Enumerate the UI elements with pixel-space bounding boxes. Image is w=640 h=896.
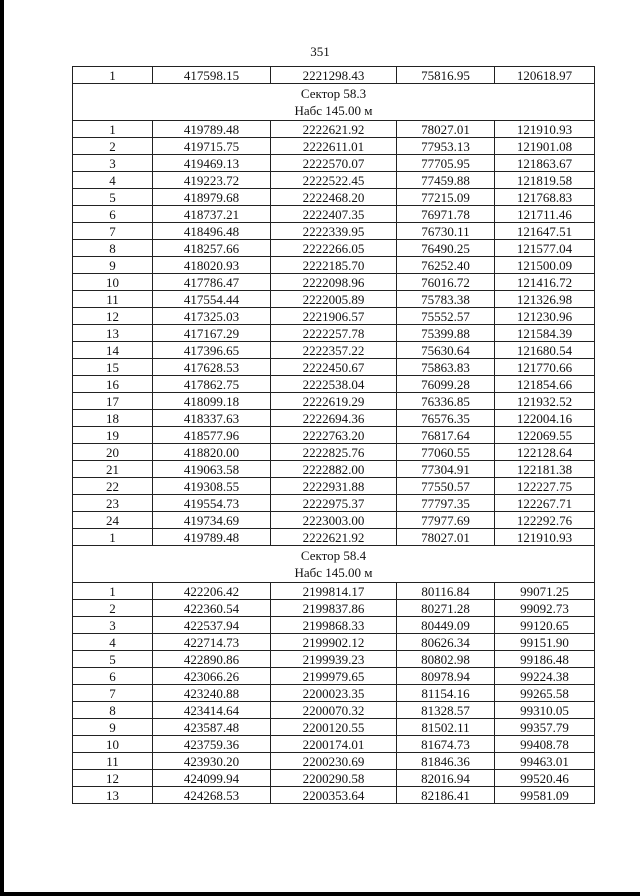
point-number-cell: 11 bbox=[73, 753, 153, 770]
table-row bbox=[73, 121, 595, 138]
table-row bbox=[73, 600, 595, 617]
local-x-cell: 82016.94 bbox=[397, 770, 495, 787]
point-number-cell: 18 bbox=[73, 410, 153, 427]
point-number-cell: 9 bbox=[73, 257, 153, 274]
local-x-cell: 77550.57 bbox=[397, 478, 495, 495]
coord-y-cell: 2221906.57 bbox=[271, 308, 397, 325]
point-number-cell: 15 bbox=[73, 359, 153, 376]
table-row bbox=[73, 376, 595, 393]
local-x-cell: 77215.09 bbox=[397, 189, 495, 206]
coord-y-cell: 2222538.04 bbox=[271, 376, 397, 393]
coord-y-cell: 2222763.20 bbox=[271, 427, 397, 444]
local-x-cell: 81846.36 bbox=[397, 753, 495, 770]
point-number-cell: 6 bbox=[73, 668, 153, 685]
local-y-cell: 99186.48 bbox=[495, 651, 595, 668]
point-number-cell: 9 bbox=[73, 719, 153, 736]
local-x-cell: 78027.01 bbox=[397, 121, 495, 138]
coord-y-cell: 2222621.92 bbox=[271, 121, 397, 138]
table-row bbox=[73, 291, 595, 308]
coord-y-cell: 2222522.45 bbox=[271, 172, 397, 189]
coord-x-cell: 417396.65 bbox=[153, 342, 271, 359]
coord-x-cell: 417786.47 bbox=[153, 274, 271, 291]
coord-y-cell: 2222825.76 bbox=[271, 444, 397, 461]
section-title: Сектор 58.4 bbox=[300, 548, 367, 563]
table-row bbox=[73, 512, 595, 529]
coord-x-cell: 423066.26 bbox=[153, 668, 271, 685]
page-number: 351 bbox=[310, 44, 330, 59]
point-number-cell: 1 bbox=[73, 67, 153, 84]
table-row bbox=[73, 325, 595, 342]
coord-y-cell: 2222185.70 bbox=[271, 257, 397, 274]
local-x-cell: 80116.84 bbox=[397, 583, 495, 600]
table-row bbox=[73, 736, 595, 753]
local-x-cell: 77953.13 bbox=[397, 138, 495, 155]
coord-x-cell: 424099.94 bbox=[153, 770, 271, 787]
point-number-cell: 20 bbox=[73, 444, 153, 461]
coord-x-cell: 423240.88 bbox=[153, 685, 271, 702]
local-x-cell: 77977.69 bbox=[397, 512, 495, 529]
point-number-cell: 23 bbox=[73, 495, 153, 512]
scan-edge-bottom bbox=[0, 892, 640, 896]
local-x-cell: 77705.95 bbox=[397, 155, 495, 172]
local-y-cell: 121230.96 bbox=[495, 308, 595, 325]
local-y-cell: 121901.08 bbox=[495, 138, 595, 155]
table-row bbox=[73, 651, 595, 668]
table-row bbox=[73, 427, 595, 444]
coord-x-cell: 422890.86 bbox=[153, 651, 271, 668]
table-row bbox=[73, 617, 595, 634]
table-row bbox=[73, 257, 595, 274]
point-number-cell: 22 bbox=[73, 478, 153, 495]
coord-x-cell: 418257.66 bbox=[153, 240, 271, 257]
coord-y-cell: 2222621.92 bbox=[271, 529, 397, 546]
local-y-cell: 121910.93 bbox=[495, 121, 595, 138]
point-number-cell: 24 bbox=[73, 512, 153, 529]
point-number-cell: 2 bbox=[73, 600, 153, 617]
local-y-cell: 121577.04 bbox=[495, 240, 595, 257]
table-row bbox=[73, 359, 595, 376]
local-x-cell: 76971.78 bbox=[397, 206, 495, 223]
coord-y-cell: 2199902.12 bbox=[271, 634, 397, 651]
coord-x-cell: 417325.03 bbox=[153, 308, 271, 325]
local-y-cell: 99581.09 bbox=[495, 787, 595, 804]
coord-y-cell: 2199939.23 bbox=[271, 651, 397, 668]
coord-x-cell: 419554.73 bbox=[153, 495, 271, 512]
table-row bbox=[73, 444, 595, 461]
local-y-cell: 99408.78 bbox=[495, 736, 595, 753]
local-x-cell: 76490.25 bbox=[397, 240, 495, 257]
coord-x-cell: 419789.48 bbox=[153, 529, 271, 546]
table-row bbox=[73, 189, 595, 206]
table-row bbox=[73, 668, 595, 685]
local-y-cell: 122004.16 bbox=[495, 410, 595, 427]
coord-x-cell: 419223.72 bbox=[153, 172, 271, 189]
coord-x-cell: 417598.15 bbox=[153, 67, 271, 84]
local-x-cell: 76099.28 bbox=[397, 376, 495, 393]
table-row bbox=[73, 223, 595, 240]
coord-x-cell: 419308.55 bbox=[153, 478, 271, 495]
local-y-cell: 121819.58 bbox=[495, 172, 595, 189]
table-row bbox=[73, 67, 595, 84]
local-y-cell: 121326.98 bbox=[495, 291, 595, 308]
local-y-cell: 121770.66 bbox=[495, 359, 595, 376]
coord-x-cell: 419734.69 bbox=[153, 512, 271, 529]
local-y-cell: 122069.55 bbox=[495, 427, 595, 444]
point-number-cell: 3 bbox=[73, 155, 153, 172]
local-y-cell: 121863.67 bbox=[495, 155, 595, 172]
coord-y-cell: 2221298.43 bbox=[271, 67, 397, 84]
coord-y-cell: 2199979.65 bbox=[271, 668, 397, 685]
coord-y-cell: 2222257.78 bbox=[271, 325, 397, 342]
coord-y-cell: 2200290.58 bbox=[271, 770, 397, 787]
local-x-cell: 80626.34 bbox=[397, 634, 495, 651]
section-header-cell bbox=[73, 84, 595, 121]
local-x-cell: 75783.38 bbox=[397, 291, 495, 308]
coord-x-cell: 418820.00 bbox=[153, 444, 271, 461]
local-y-cell: 121416.72 bbox=[495, 274, 595, 291]
local-y-cell: 121910.93 bbox=[495, 529, 595, 546]
point-number-cell: 10 bbox=[73, 736, 153, 753]
coord-x-cell: 419715.75 bbox=[153, 138, 271, 155]
coord-y-cell: 2222882.00 bbox=[271, 461, 397, 478]
point-number-cell: 12 bbox=[73, 770, 153, 787]
local-x-cell: 81502.11 bbox=[397, 719, 495, 736]
coord-y-cell: 2222098.96 bbox=[271, 274, 397, 291]
local-x-cell: 81674.73 bbox=[397, 736, 495, 753]
coord-y-cell: 2222570.07 bbox=[271, 155, 397, 172]
point-number-cell: 11 bbox=[73, 291, 153, 308]
local-x-cell: 76817.64 bbox=[397, 427, 495, 444]
local-x-cell: 75630.64 bbox=[397, 342, 495, 359]
local-x-cell: 80449.09 bbox=[397, 617, 495, 634]
local-y-cell: 121584.39 bbox=[495, 325, 595, 342]
table-row bbox=[73, 308, 595, 325]
coord-y-cell: 2200174.01 bbox=[271, 736, 397, 753]
coord-x-cell: 417628.53 bbox=[153, 359, 271, 376]
local-y-cell: 120618.97 bbox=[495, 67, 595, 84]
point-number-cell: 19 bbox=[73, 427, 153, 444]
coord-y-cell: 2222931.88 bbox=[271, 478, 397, 495]
section-subtitle: Набс 145.00 м bbox=[294, 103, 373, 118]
point-number-cell: 4 bbox=[73, 634, 153, 651]
coordinates-table-body bbox=[73, 67, 595, 804]
coord-y-cell: 2222266.05 bbox=[271, 240, 397, 257]
local-x-cell: 78027.01 bbox=[397, 529, 495, 546]
coord-y-cell: 2200353.64 bbox=[271, 787, 397, 804]
table-row bbox=[73, 138, 595, 155]
table-row bbox=[73, 634, 595, 651]
coordinates-table bbox=[72, 66, 595, 804]
local-y-cell: 99071.25 bbox=[495, 583, 595, 600]
local-x-cell: 75816.95 bbox=[397, 67, 495, 84]
coord-x-cell: 418979.68 bbox=[153, 189, 271, 206]
table-row bbox=[73, 719, 595, 736]
point-number-cell: 6 bbox=[73, 206, 153, 223]
point-number-cell: 3 bbox=[73, 617, 153, 634]
table-row bbox=[73, 753, 595, 770]
local-y-cell: 99357.79 bbox=[495, 719, 595, 736]
point-number-cell: 1 bbox=[73, 121, 153, 138]
table-row bbox=[73, 770, 595, 787]
local-x-cell: 75552.57 bbox=[397, 308, 495, 325]
coord-x-cell: 418496.48 bbox=[153, 223, 271, 240]
coord-x-cell: 423587.48 bbox=[153, 719, 271, 736]
table-row bbox=[73, 155, 595, 172]
local-x-cell: 76016.72 bbox=[397, 274, 495, 291]
local-x-cell: 80978.94 bbox=[397, 668, 495, 685]
coord-x-cell: 423759.36 bbox=[153, 736, 271, 753]
coord-y-cell: 2222468.20 bbox=[271, 189, 397, 206]
local-x-cell: 81328.57 bbox=[397, 702, 495, 719]
coord-y-cell: 2222975.37 bbox=[271, 495, 397, 512]
coord-x-cell: 422360.54 bbox=[153, 600, 271, 617]
local-y-cell: 121768.83 bbox=[495, 189, 595, 206]
scan-edge-left bbox=[0, 0, 4, 896]
local-x-cell: 81154.16 bbox=[397, 685, 495, 702]
point-number-cell: 1 bbox=[73, 529, 153, 546]
section-header-row bbox=[73, 546, 595, 583]
table-row bbox=[73, 461, 595, 478]
coord-y-cell: 2200230.69 bbox=[271, 753, 397, 770]
local-x-cell: 77797.35 bbox=[397, 495, 495, 512]
point-number-cell: 10 bbox=[73, 274, 153, 291]
coord-y-cell: 2199868.33 bbox=[271, 617, 397, 634]
coord-y-cell: 2199814.17 bbox=[271, 583, 397, 600]
coord-x-cell: 422714.73 bbox=[153, 634, 271, 651]
point-number-cell: 5 bbox=[73, 189, 153, 206]
table-row bbox=[73, 495, 595, 512]
point-number-cell: 7 bbox=[73, 223, 153, 240]
table-row bbox=[73, 393, 595, 410]
coord-y-cell: 2222339.95 bbox=[271, 223, 397, 240]
point-number-cell: 2 bbox=[73, 138, 153, 155]
point-number-cell: 4 bbox=[73, 172, 153, 189]
table-row bbox=[73, 702, 595, 719]
table-row bbox=[73, 410, 595, 427]
local-y-cell: 121680.54 bbox=[495, 342, 595, 359]
coord-x-cell: 418737.21 bbox=[153, 206, 271, 223]
coord-x-cell: 418099.18 bbox=[153, 393, 271, 410]
local-y-cell: 99463.01 bbox=[495, 753, 595, 770]
local-x-cell: 82186.41 bbox=[397, 787, 495, 804]
coord-x-cell: 417862.75 bbox=[153, 376, 271, 393]
table-row bbox=[73, 583, 595, 600]
local-x-cell: 80802.98 bbox=[397, 651, 495, 668]
section-header-cell bbox=[73, 546, 595, 583]
local-y-cell: 121932.52 bbox=[495, 393, 595, 410]
local-y-cell: 122181.38 bbox=[495, 461, 595, 478]
section-header-row bbox=[73, 84, 595, 121]
local-y-cell: 121711.46 bbox=[495, 206, 595, 223]
local-y-cell: 122292.76 bbox=[495, 512, 595, 529]
coord-x-cell: 418337.63 bbox=[153, 410, 271, 427]
coord-x-cell: 418020.93 bbox=[153, 257, 271, 274]
local-y-cell: 99310.05 bbox=[495, 702, 595, 719]
local-x-cell: 76730.11 bbox=[397, 223, 495, 240]
table-row bbox=[73, 787, 595, 804]
table-row bbox=[73, 529, 595, 546]
table-row bbox=[73, 478, 595, 495]
local-y-cell: 99092.73 bbox=[495, 600, 595, 617]
coord-y-cell: 2222619.29 bbox=[271, 393, 397, 410]
coord-x-cell: 423930.20 bbox=[153, 753, 271, 770]
point-number-cell: 8 bbox=[73, 240, 153, 257]
point-number-cell: 12 bbox=[73, 308, 153, 325]
coord-x-cell: 418577.96 bbox=[153, 427, 271, 444]
coord-y-cell: 2222357.22 bbox=[271, 342, 397, 359]
coord-y-cell: 2200070.32 bbox=[271, 702, 397, 719]
point-number-cell: 8 bbox=[73, 702, 153, 719]
local-x-cell: 76252.40 bbox=[397, 257, 495, 274]
table-row bbox=[73, 274, 595, 291]
coord-y-cell: 2222407.35 bbox=[271, 206, 397, 223]
local-x-cell: 75399.88 bbox=[397, 325, 495, 342]
point-number-cell: 5 bbox=[73, 651, 153, 668]
local-x-cell: 75863.83 bbox=[397, 359, 495, 376]
coord-y-cell: 2222694.36 bbox=[271, 410, 397, 427]
point-number-cell: 16 bbox=[73, 376, 153, 393]
point-number-cell: 17 bbox=[73, 393, 153, 410]
coord-x-cell: 423414.64 bbox=[153, 702, 271, 719]
coord-x-cell: 422537.94 bbox=[153, 617, 271, 634]
coord-y-cell: 2199837.86 bbox=[271, 600, 397, 617]
point-number-cell: 13 bbox=[73, 325, 153, 342]
coord-x-cell: 419063.58 bbox=[153, 461, 271, 478]
coord-y-cell: 2200023.35 bbox=[271, 685, 397, 702]
point-number-cell: 1 bbox=[73, 583, 153, 600]
coord-x-cell: 417554.44 bbox=[153, 291, 271, 308]
table-row bbox=[73, 172, 595, 189]
local-y-cell: 122267.71 bbox=[495, 495, 595, 512]
table-row bbox=[73, 685, 595, 702]
local-y-cell: 99151.90 bbox=[495, 634, 595, 651]
local-y-cell: 122227.75 bbox=[495, 478, 595, 495]
local-x-cell: 77459.88 bbox=[397, 172, 495, 189]
coord-x-cell: 419469.13 bbox=[153, 155, 271, 172]
local-y-cell: 121500.09 bbox=[495, 257, 595, 274]
table-row bbox=[73, 240, 595, 257]
coord-y-cell: 2200120.55 bbox=[271, 719, 397, 736]
local-y-cell: 99520.46 bbox=[495, 770, 595, 787]
local-y-cell: 99224.38 bbox=[495, 668, 595, 685]
coord-x-cell: 419789.48 bbox=[153, 121, 271, 138]
table-row bbox=[73, 206, 595, 223]
local-y-cell: 99120.65 bbox=[495, 617, 595, 634]
point-number-cell: 13 bbox=[73, 787, 153, 804]
local-x-cell: 76576.35 bbox=[397, 410, 495, 427]
coord-y-cell: 2222005.89 bbox=[271, 291, 397, 308]
table-row bbox=[73, 342, 595, 359]
local-y-cell: 121854.66 bbox=[495, 376, 595, 393]
local-x-cell: 80271.28 bbox=[397, 600, 495, 617]
coord-y-cell: 2222450.67 bbox=[271, 359, 397, 376]
point-number-cell: 7 bbox=[73, 685, 153, 702]
local-y-cell: 99265.58 bbox=[495, 685, 595, 702]
coord-y-cell: 2223003.00 bbox=[271, 512, 397, 529]
local-x-cell: 76336.85 bbox=[397, 393, 495, 410]
coord-x-cell: 422206.42 bbox=[153, 583, 271, 600]
point-number-cell: 21 bbox=[73, 461, 153, 478]
local-y-cell: 121647.51 bbox=[495, 223, 595, 240]
local-y-cell: 122128.64 bbox=[495, 444, 595, 461]
section-title: Сектор 58.3 bbox=[300, 86, 367, 101]
section-subtitle: Набс 145.00 м bbox=[294, 565, 373, 580]
local-x-cell: 77304.91 bbox=[397, 461, 495, 478]
coord-x-cell: 424268.53 bbox=[153, 787, 271, 804]
point-number-cell: 14 bbox=[73, 342, 153, 359]
coord-y-cell: 2222611.01 bbox=[271, 138, 397, 155]
coord-x-cell: 417167.29 bbox=[153, 325, 271, 342]
local-x-cell: 77060.55 bbox=[397, 444, 495, 461]
